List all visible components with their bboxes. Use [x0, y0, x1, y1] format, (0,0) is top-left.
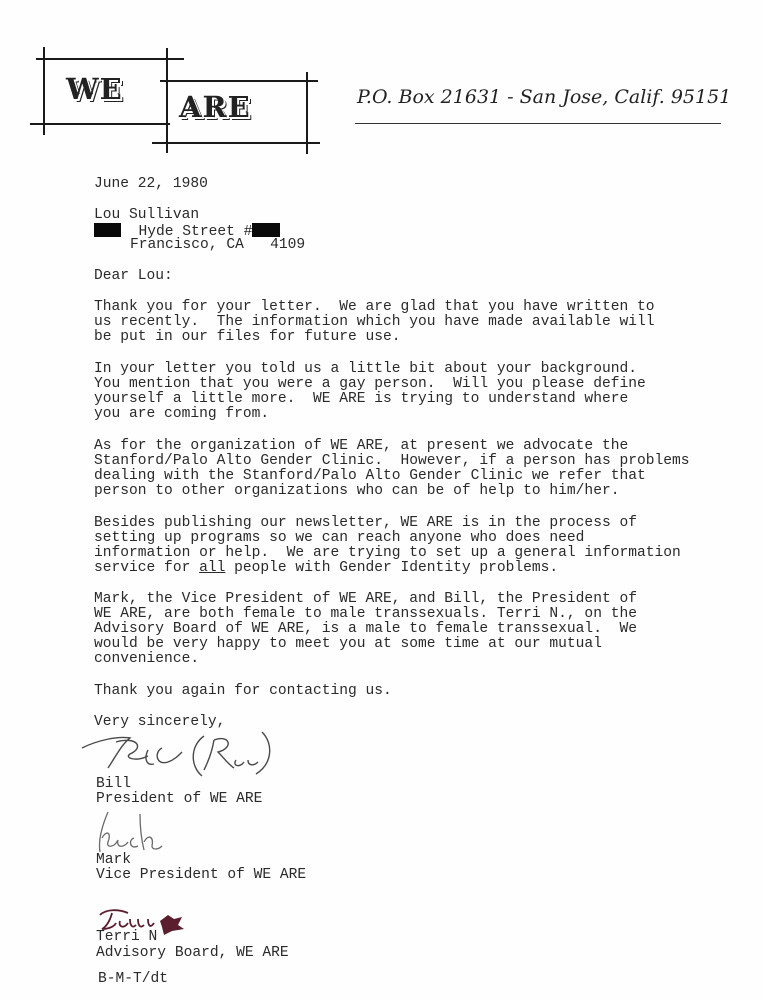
text-line: be put in our files for future use.	[94, 329, 401, 345]
salutation: Dear Lou:	[94, 268, 173, 284]
text-line: dealing with the Stanford/Palo Alto Gender Clinic we refer that	[94, 468, 646, 484]
text-line: Mark, the Vice President of WE ARE, and Bill, the President of	[94, 591, 637, 607]
redaction-block	[252, 223, 280, 237]
signature-bill-icon	[78, 722, 278, 782]
signer-name-bill: Bill	[96, 776, 132, 792]
signer-name-mark: Mark	[96, 852, 132, 868]
letterhead-divider	[355, 123, 721, 124]
text-line: As for the organization of WE ARE, at present we advocate the	[94, 438, 629, 454]
text-line: WE ARE, are both female to male transsexuals. Terri N., on the	[94, 606, 637, 622]
signer-name-terri: Terri N	[96, 929, 158, 945]
text-line: would be very happy to meet you at some time at our mutual	[94, 636, 602, 652]
paragraph-6: Thank you again for contacting us.	[94, 683, 392, 699]
signer-title-terri: Advisory Board, WE ARE	[96, 945, 289, 961]
text-line: Stanford/Palo Alto Gender Clinic. However, if a person has problems	[94, 453, 690, 469]
letter-date: June 22, 1980	[94, 176, 208, 192]
text-segment: people with Gender Identity problems.	[225, 560, 559, 576]
logo-word-are: ARE	[179, 90, 251, 124]
logo-word-we: WE	[66, 72, 123, 106]
signer-title-bill: President of WE ARE	[96, 791, 263, 807]
text-line: yourself a little more. WE ARE is trying to understand where	[94, 391, 629, 407]
closing: Very sincerely,	[94, 714, 226, 730]
recipient-street: Hyde Street #	[138, 224, 253, 240]
recipient-name: Lou Sullivan	[94, 207, 200, 223]
text-line: person to other organizations who can be of help to him/her.	[94, 483, 620, 499]
signature-mark-icon	[92, 808, 172, 856]
text-line: In your letter you told us a little bit about your background.	[94, 361, 637, 377]
we-are-logo	[30, 45, 330, 155]
text-line: You mention that you were a gay person. Will you please define	[94, 376, 646, 392]
text-line: us recently. The information which you have made available will	[94, 314, 655, 330]
text-line: information or help. We are trying to set up a general information	[94, 545, 681, 561]
text-line: Besides publishing our newsletter, WE ARE is in the process of	[94, 515, 637, 531]
text-line: Thank you for your letter. We are glad that you have written to	[94, 299, 655, 315]
redaction-block	[94, 223, 121, 237]
text-line: you are coming from.	[94, 406, 270, 422]
underlined-word: all	[199, 560, 226, 576]
text-line	[94, 561, 558, 576]
text-line: Advisory Board of WE ARE, is a male to female transsexual. We	[94, 621, 637, 637]
text-line: setting up programs so we can reach anyone who does need	[94, 530, 585, 546]
letterhead-address: P.O. Box 21631 - San Jose, Calif. 95151	[357, 86, 732, 108]
text-line: convenience.	[94, 651, 200, 667]
signer-title-mark: Vice President of WE ARE	[96, 867, 307, 883]
text-segment: service for	[94, 560, 200, 576]
reference-initials: B-M-T/dt	[98, 971, 169, 987]
recipient-city: Francisco, CA 4109	[130, 237, 306, 253]
